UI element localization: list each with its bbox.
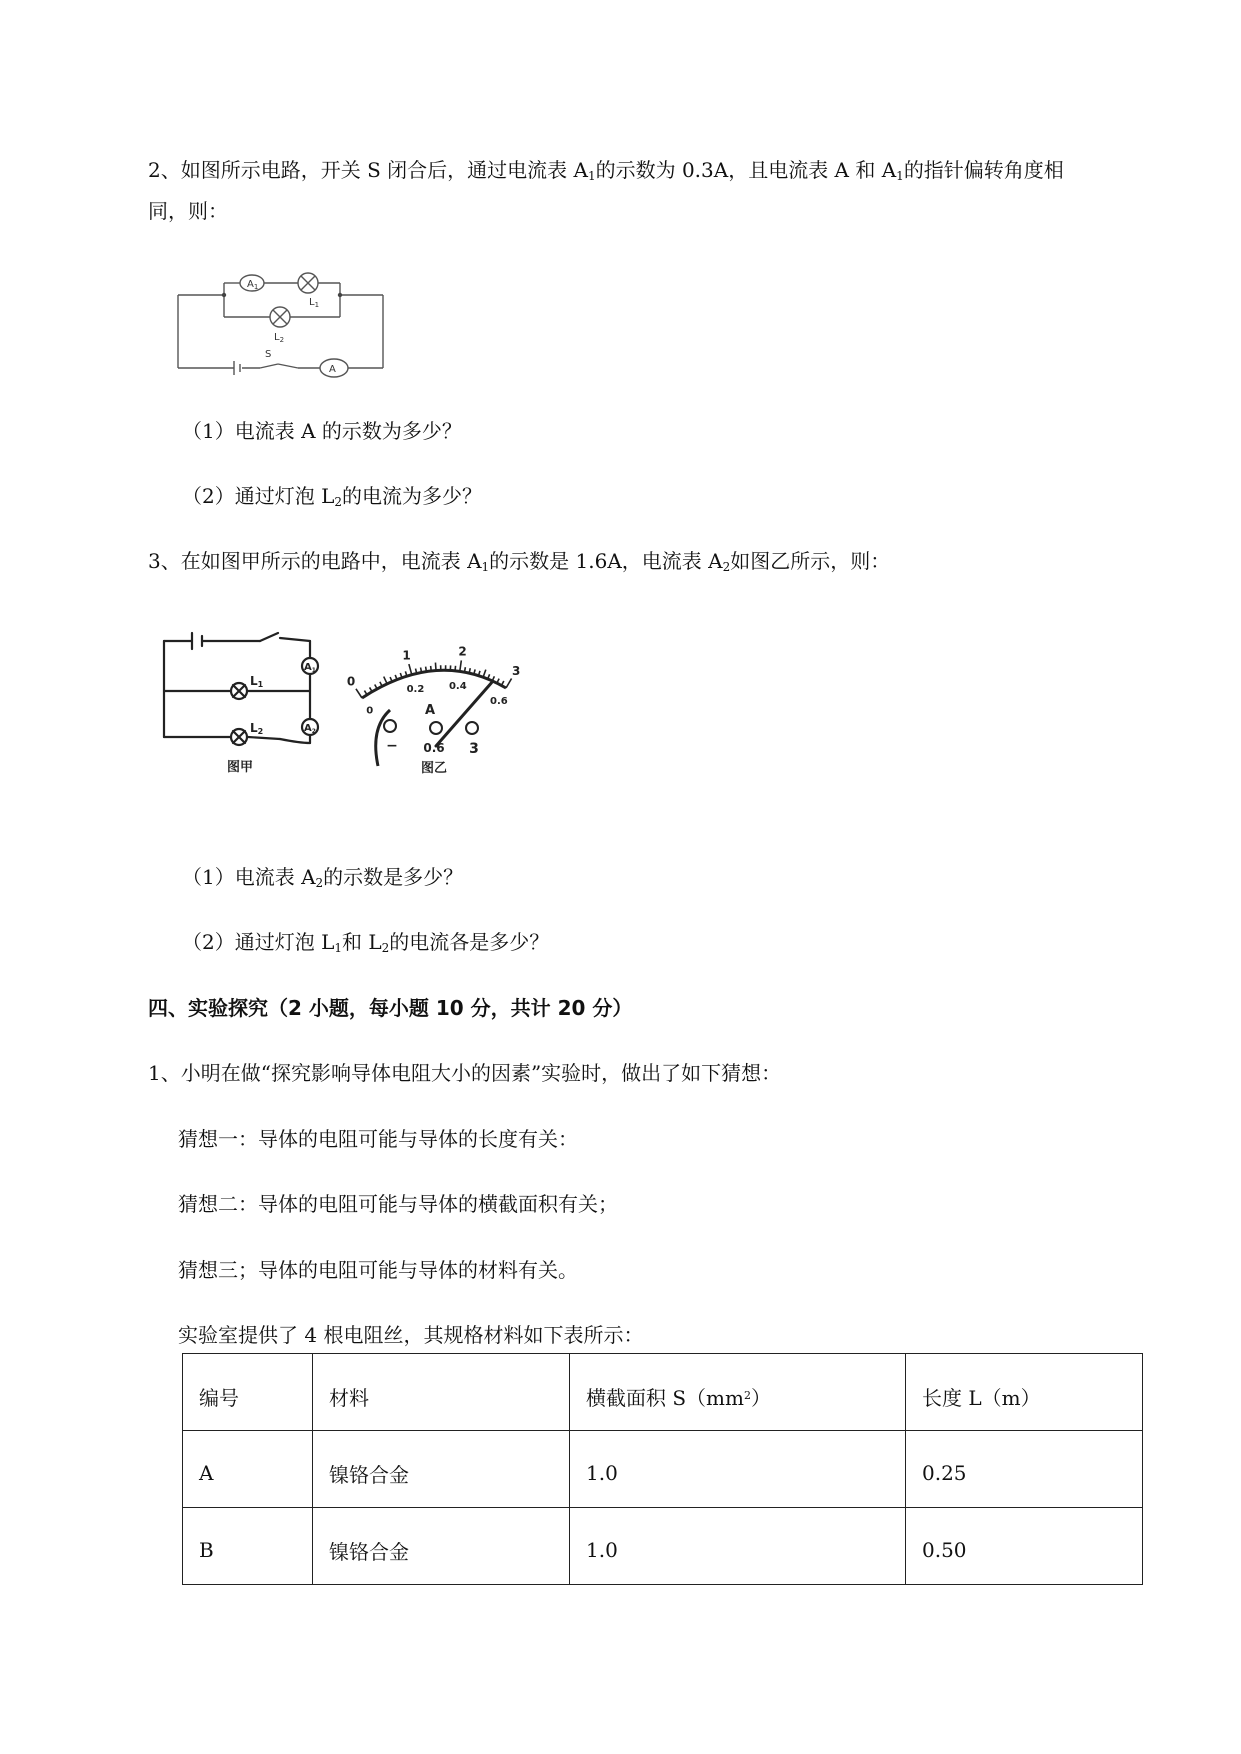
ammeter-tick bbox=[469, 668, 470, 673]
table-cell: 镍铬合金 bbox=[313, 1508, 570, 1585]
e1-guess2: 猜想二：导体的电阻可能与导体的横截面积有关； bbox=[178, 1192, 618, 1216]
q2-fig-a-label: A bbox=[329, 364, 336, 375]
q2-sub1: （1）电流表 A 的示数为多少？ bbox=[182, 419, 462, 443]
q3-sub1: （1）电流表 $A_2$的示数是多少？ bbox=[182, 865, 464, 890]
resistor-spec-table bbox=[182, 1353, 1143, 1585]
q3-jia-a2-label: $A_2$ bbox=[304, 723, 316, 735]
q3-jia-a1-label: $A_1$ bbox=[304, 662, 316, 674]
ammeter-terminal-label-0.6: 0.6 bbox=[423, 741, 445, 755]
q2-fig-l1-label: $L_1$ bbox=[309, 297, 320, 309]
table-cell: 0.50 bbox=[906, 1508, 1143, 1585]
table-header-cell: 材料 bbox=[313, 1354, 570, 1431]
ammeter-terminal-label-3: 3 bbox=[469, 741, 479, 757]
ammeter-terminal-3 bbox=[466, 722, 478, 734]
ammeter-terminal-negative bbox=[384, 720, 396, 732]
ammeter-tick bbox=[501, 681, 503, 685]
q3-figure-jia bbox=[150, 625, 330, 785]
table-cell: 1.0 bbox=[570, 1431, 906, 1508]
ammeter-top-scale-label: 3 bbox=[511, 663, 521, 678]
ammeter-top-scale-label: 1 bbox=[402, 648, 411, 663]
ammeter-tick bbox=[435, 663, 436, 671]
q2-junction-right bbox=[338, 293, 342, 297]
table-row bbox=[183, 1508, 1143, 1585]
q2-fig-a1-label: $A_1$ bbox=[247, 279, 259, 291]
ammeter-tick bbox=[421, 667, 422, 672]
table-cell: B bbox=[183, 1508, 313, 1585]
q2-fig-l2-label: $L_2$ bbox=[274, 332, 285, 344]
e1-guess1: 猜想一：导体的电阻可能与导体的长度有关： bbox=[178, 1127, 578, 1151]
ammeter-tick bbox=[384, 677, 387, 684]
table-cell: 0.25 bbox=[906, 1431, 1143, 1508]
ammeter-bottom-scale-label: 0.2 bbox=[406, 684, 425, 696]
q3-sub2: （2）通过灯泡 $L_1$和 $L_2$的电流各是多少？ bbox=[182, 930, 550, 955]
table-header-cell: 编号 bbox=[183, 1354, 313, 1431]
table-header-cell: 横截面积 $S(mm^2)$ bbox=[570, 1354, 906, 1431]
ammeter-unit-label: A bbox=[424, 703, 436, 718]
q2-stem-line1: 2、如图所示电路，开关 S 闭合后，通过电流表 $A_1$的示数为 0.3A，且电流表 A 和 $A_1$的指针偏转角度相 bbox=[148, 158, 1064, 183]
ammeter-tick bbox=[483, 670, 486, 678]
ammeter-top-scale-label: 2 bbox=[458, 644, 467, 659]
ammeter-bottom-scale-label: 0.4 bbox=[448, 681, 467, 693]
q3-stem: 3、在如图甲所示的电路中，电流表 $A_1$的示数是 1.6A，电流表 $A_2$如图乙所示，则： bbox=[148, 549, 891, 574]
e1-table-intro: 实验室提供了 4 根电阻丝，其规格材料如下表所示： bbox=[178, 1323, 644, 1347]
q3-yi-caption: 图乙 bbox=[420, 761, 448, 776]
ammeter-tick bbox=[464, 667, 465, 672]
ammeter-tick bbox=[409, 664, 412, 675]
table-header-cell: 长度 L（m） bbox=[906, 1354, 1143, 1431]
ammeter-bottom-scale-label: 0 bbox=[366, 705, 374, 717]
ammeter-terminal-0.6 bbox=[430, 722, 442, 734]
ammeter-tick bbox=[426, 667, 427, 672]
table-header-row bbox=[183, 1354, 1143, 1431]
ammeter-bottom-scale-label: 0.6 bbox=[490, 696, 508, 708]
table-cell: 镍铬合金 bbox=[313, 1431, 570, 1508]
ammeter-tick bbox=[460, 660, 462, 671]
ammeter-tick bbox=[370, 687, 373, 691]
table-row bbox=[183, 1431, 1143, 1508]
ammeter-tick bbox=[416, 669, 417, 674]
e1-stem: 1、小明在做“探究影响导体电阻大小的因素”实验时，做出了如下猜想： bbox=[148, 1061, 782, 1085]
ammeter-tick bbox=[506, 679, 512, 688]
q3-jia-l1-label: L1 bbox=[250, 674, 264, 689]
q2-circuit-diagram bbox=[170, 255, 400, 380]
ammeter-tick bbox=[375, 685, 377, 689]
section4-title: 四、实验探究（2 小题，每小题 10 分，共计 20 分） bbox=[148, 996, 633, 1020]
ammeter-tick bbox=[364, 691, 367, 695]
ammeter-tick bbox=[431, 666, 432, 671]
ammeter-tick bbox=[356, 689, 362, 698]
table-cell: 1.0 bbox=[570, 1508, 906, 1585]
e1-guess3: 猜想三；导体的电阻可能与导体的材料有关。 bbox=[178, 1258, 578, 1282]
ammeter-top-scale-label: 0 bbox=[346, 674, 356, 689]
table-cell: A bbox=[183, 1431, 313, 1508]
q2-fig-s-label: S bbox=[265, 349, 272, 360]
q3-figure-yi-ammeter bbox=[338, 628, 538, 788]
q2-sub2: （2）通过灯泡 $L_2$的电流为多少？ bbox=[182, 484, 483, 509]
q2-junction-left bbox=[222, 293, 226, 297]
ammeter-needle bbox=[436, 683, 491, 746]
q3-jia-l2-label: L2 bbox=[250, 721, 264, 736]
ammeter-terminal-label-negative: − bbox=[386, 738, 398, 754]
q2-stem-line2: 同，则： bbox=[148, 199, 228, 223]
q3-jia-caption: 图甲 bbox=[226, 760, 254, 775]
